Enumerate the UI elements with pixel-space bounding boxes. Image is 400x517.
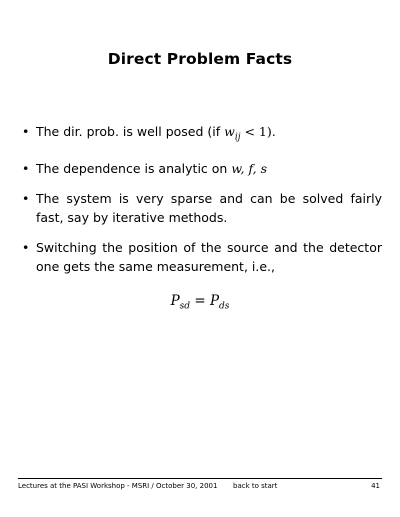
equation-lhs: P: [170, 293, 180, 309]
math-w: w: [224, 124, 235, 139]
equation-rhs: P: [209, 293, 220, 309]
reciprocity-equation: [0, 293, 400, 312]
bullet-list: [22, 122, 382, 287]
bullet-reciprocity: [22, 238, 382, 276]
bullet-icon: •: [22, 239, 30, 255]
bullet-text: The dir. prob. is well posed (if: [36, 124, 225, 139]
bullet-text-tail: < 1).: [240, 124, 276, 139]
bullet-text: The dependence is analytic on: [36, 160, 232, 176]
page-number: 41: [371, 482, 380, 490]
bullet-icon: •: [22, 190, 30, 206]
footer: [18, 482, 382, 496]
footer-source: Lectures at the PASI Workshop - MSRI / October 30, 2001: [18, 482, 218, 490]
equation-equals: =: [190, 293, 210, 309]
bullet-icon: •: [22, 160, 30, 176]
bullet-well-posed: [22, 122, 382, 148]
slide-title: Direct Problem Facts: [107, 50, 293, 68]
back-to-start-link[interactable]: back to start: [233, 482, 278, 490]
math-variables: w, f, s: [231, 160, 268, 176]
math-w-subscript: ij: [234, 132, 241, 143]
equation-rhs-subscript: ds: [219, 301, 230, 312]
bullet-text: The system is very sparse and can be solved fairly fast, say by iterative methods.: [36, 190, 382, 225]
bullet-analytic: [22, 159, 382, 178]
equation-lhs-subscript: sd: [179, 301, 191, 312]
bullet-sparse-system: [22, 189, 382, 227]
bullet-icon: •: [22, 124, 30, 139]
bullet-text: Switching the position of the source and the detector one gets the same measurement, i.e.,: [36, 239, 382, 274]
footer-divider: [18, 478, 382, 479]
